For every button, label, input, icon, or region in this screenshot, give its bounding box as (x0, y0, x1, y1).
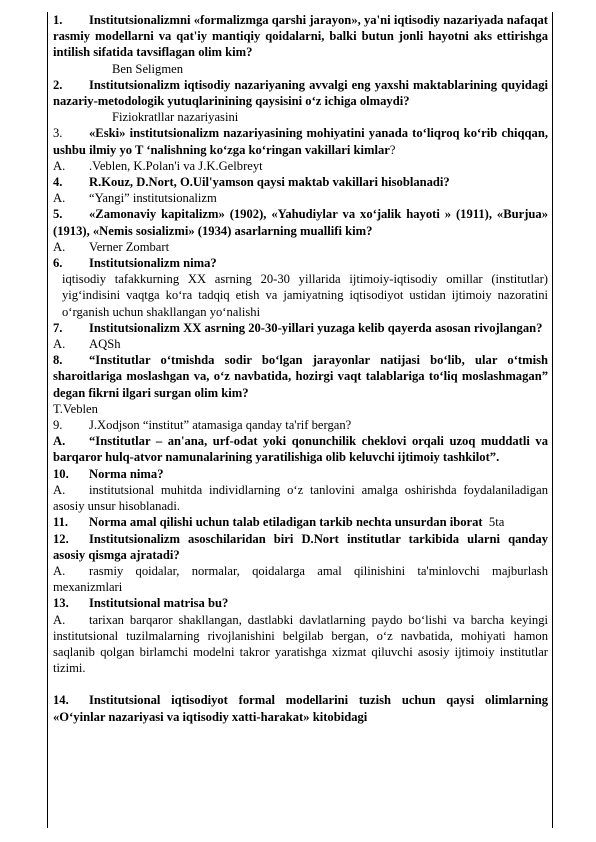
answer-3 (48, 158, 552, 174)
question-number: 1. (53, 13, 63, 27)
question-1 (48, 12, 552, 61)
answer-text: 5ta (488, 515, 505, 530)
question-number: 2. (53, 77, 63, 92)
blank-line (48, 676, 552, 692)
question-10 (48, 466, 552, 482)
question-14 (48, 692, 552, 724)
question-number: 5. (53, 207, 63, 222)
answer-8: T.Veblen (53, 401, 98, 416)
answer-letter: A. (53, 482, 66, 497)
question-number: 6. (53, 256, 63, 271)
question-number: 3. (53, 126, 63, 141)
answer-letter: A. (53, 612, 66, 627)
answer-letter: A. (53, 158, 66, 173)
answer-letter: A. (53, 191, 66, 206)
answer-text: tarixan barqaror shakllangan, dastlabki davlatlarning paydo bo‘lishi va barcha keyingi institutsional tuzilmalarning rivojlanishini belgilab bergan, o‘z navbatida, mohiyati hamon saqlanib qolgan birlamchi modelni takror yaratishga xizmat qiluvchi asosiy ijtimoiy institutlar tizimi. (53, 612, 548, 676)
question-8 (48, 352, 552, 401)
question-text: Institutsionalizm nima? (89, 256, 217, 271)
answer-7 (48, 336, 552, 352)
question-number: 10. (53, 466, 69, 481)
question-4 (48, 174, 552, 190)
question-text: J.Xodjson “institut” atamasiga qanday ta'rif bergan? (89, 418, 352, 433)
answer-text: institutsional muhitda individlarning o‘z tanlovini amalga oshirishda foydalaniladigan asosiy unsur hisoblanadi. (53, 482, 548, 514)
answer-12 (48, 563, 552, 595)
question-3 (48, 125, 552, 157)
question-text: «Eski» institutsionalizm nazariyasining mohiyatini yanada to‘liqroq ko‘rib chiqqan, ushbu ilmiy yo T ‘nalishning ko‘zga ko‘ringan vakillari kimlar (53, 126, 548, 157)
question-text: Norma amal qilishi uchun talab etiladigan tarkib nechta unsurdan iborat (89, 515, 483, 530)
question-13 (48, 595, 552, 611)
question-11 (48, 514, 552, 530)
question-2 (48, 77, 552, 109)
question-text: R.Kouz, D.Nort, O.Uil'yamson qaysi maktab vakillari hisoblanadi? (89, 175, 450, 190)
answer-letter: A. (53, 337, 66, 352)
question-text: Institutsional matrisa bu? (89, 596, 229, 611)
answer-letter: A. (53, 239, 66, 254)
question-number: 4. (53, 175, 63, 190)
answer-10 (48, 482, 552, 514)
answer-5 (48, 239, 552, 255)
question-text: Institutsionalizm iqtisodiy nazariyaning avvalgi eng yaxshi maktablarining quyidagi nazariy-metodologik yutuqlarinining qaysisini o‘z ichiga olmaydi? (53, 77, 548, 109)
answer-text: “Yangi” institutsionalizm (89, 191, 217, 206)
question-text: Institutsionalizm XX asrning 20-30-yillari yuzaga kelib qayerda asosan rivojlangan? (89, 320, 543, 335)
question-number: 11. (53, 515, 69, 530)
question-6 (48, 255, 552, 271)
question-mark: ? (389, 142, 396, 157)
question-text: Institutsionalizmni «formalizmga qarshi jarayon», ya'ni iqtisodiy nazariyada nafaqat rasmiy modellarni va qat'iy mantiqiy qoidalarni, balki butun jonli hayotni aks ettirishga intilish sifatida tavsiflagan olim kim? (53, 13, 548, 60)
question-number: 14. (53, 693, 69, 708)
question-12 (48, 531, 552, 563)
question-number: 13. (53, 596, 69, 611)
question-text: Institutsional iqtisodiyot formal modellarini tuzish uchun qaysi olimlarning «O‘yinlar nazariyasi va iqtisodiy xatti-harakat» kitobidagi (53, 693, 548, 724)
answer-text: rasmiy qoidalar, normalar, qoidalarga amal qilinishini ta'minlovchi majburlash mexanizmlari (53, 563, 548, 595)
document-page (47, 12, 553, 828)
answer-6: iqtisodiy tafakkurning XX asrning 20-30 yillarida ijtimoiy-iqtisodiy omillar (institutlar) yig‘indisini vaqtga ko‘ra tadqiq etish va jamiyatning iqtisodiyot ustidan ijtimoiy nazoratini o‘rganish uchun shakllangan yo‘nalishi (62, 272, 548, 319)
question-number: 12. (53, 531, 69, 546)
question-5 (48, 206, 552, 238)
answer-text: Verner Zombart (89, 239, 170, 254)
question-number: 8. (53, 353, 63, 368)
answer-text: AQSh (89, 337, 121, 352)
answer-2: Fiziokratllar nazariyasini (112, 110, 239, 125)
question-9 (48, 417, 552, 433)
question-text: «Zamonaviy kapitalizm» (1902), «Yahudiylar va xo‘jalik hayoti » (1911), «Burjua» (1913), «Nemis sosializmi» (1934) asarlarning muallifi kim? (53, 207, 548, 238)
answer-4 (48, 190, 552, 206)
question-text: “Institutlar o‘tmishda sodir bo‘lgan jarayonlar natijasi bo‘lib, ular o‘tmish sharoitlariga moslashgan va, o‘z navbatida, hozirgi vaqt talablariga to‘liq moslashmagan” degan fikrni ilgari surgan olim kim? (53, 353, 548, 400)
answer-letter: A. (53, 563, 66, 578)
answer-letter: A. (53, 434, 66, 449)
answer-9 (48, 433, 552, 465)
question-number: 9. (53, 418, 63, 433)
question-text: Norma nima? (89, 466, 164, 481)
answer-text: “Institutlar – an'ana, urf-odat yoki qonunchilik cheklovi orqali uzoq muddatli va barqaror hulq-atvor namunalarining yaratilishiga olib keluvchi ijtimoiy tashkilot”. (53, 434, 548, 465)
answer-text: .Veblen, K.Polan'i va J.K.Gelbreyt (89, 158, 263, 173)
answer-1: Ben Seligmen (112, 61, 184, 76)
question-text: Institutsionalizm asoschilaridan biri D.Nort institutlar tarkibida ularni qanday asosiy qismga ajratadi? (53, 531, 548, 562)
question-7 (48, 320, 552, 336)
question-number: 7. (53, 320, 63, 335)
answer-13 (48, 612, 552, 677)
